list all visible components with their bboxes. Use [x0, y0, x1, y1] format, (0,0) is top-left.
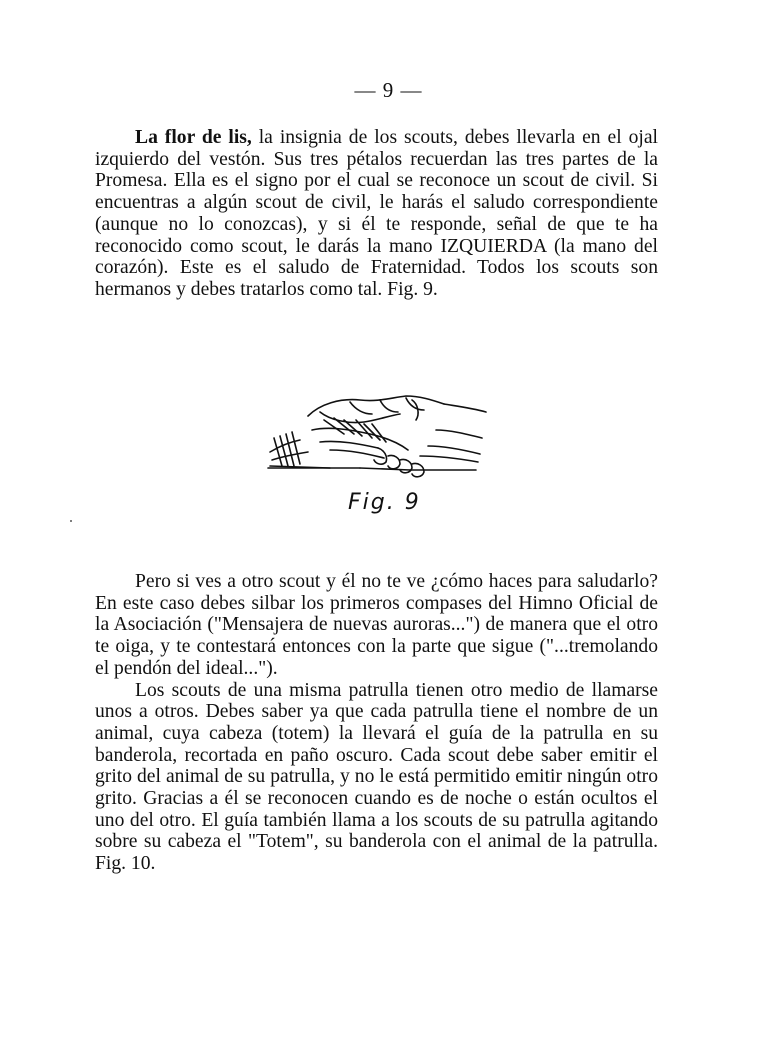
paragraph-flor-de-lis — [95, 127, 658, 301]
page-number: — 9 — — [354, 78, 423, 102]
paragraph-patrulla: Los scouts de una misma patrulla tienen otro medio de llamarse unos a otros. Debes saber ya que cada patrulla tiene el nombre de un animal, cuya cabeza (totem) la llevará el guía de la patrulla en su banderola, recortada en paño oscuro. Cada scout debe saber emitir el grito del animal de su patrulla, y no le está permitido emitir ningún otro grito. Gracias a él se reconocen cuando es de noche o están ocultos el uno del otro. El guía también llama a los scouts de su patrulla agitando sobre su cabeza el "Totem", su banderola con el animal de la patrulla. Fig. 10. — [95, 679, 658, 875]
paragraph-silbar: Pero si ves a otro scout y él no te ve ¿cómo haces para saludarlo? En este caso debes silbar los primeros compases del Himno Oficial de la Asociación ("Mensajera de nuevas auroras...") de manera que el otro te oiga, y te contestará entonces con la parte que sigue ("...tremolando el pendón del ideal..."). — [95, 571, 658, 679]
figure-caption: Fig. 9 — [348, 490, 421, 515]
paragraph-body: la insignia de los scouts, debes llevarla en el ojal izquierdo del vestón. Sus tres pétalos recuerdan las tres partes de la Promesa. Ella es el signo por el cual se reconoce un scout de civil. Si encuentras a algún scout de civil, le harás el saludo correspondiente (aunque no lo conozcas), y si él te responde, señal de que te ha reconocido como scout, le darás la mano IZQUIERDA (la mano del corazón). Este es el saludo de Fraternidad. Todos los scouts son hermanos y debes tratarlos como tal. Fig. 9. — [95, 127, 658, 300]
paragraph-bold-lead: La flor de lis, — [135, 127, 252, 148]
handshake-icon — [260, 390, 500, 490]
print-speck — [70, 520, 72, 522]
text-section-bottom — [95, 571, 658, 875]
text-section-top — [95, 127, 658, 301]
